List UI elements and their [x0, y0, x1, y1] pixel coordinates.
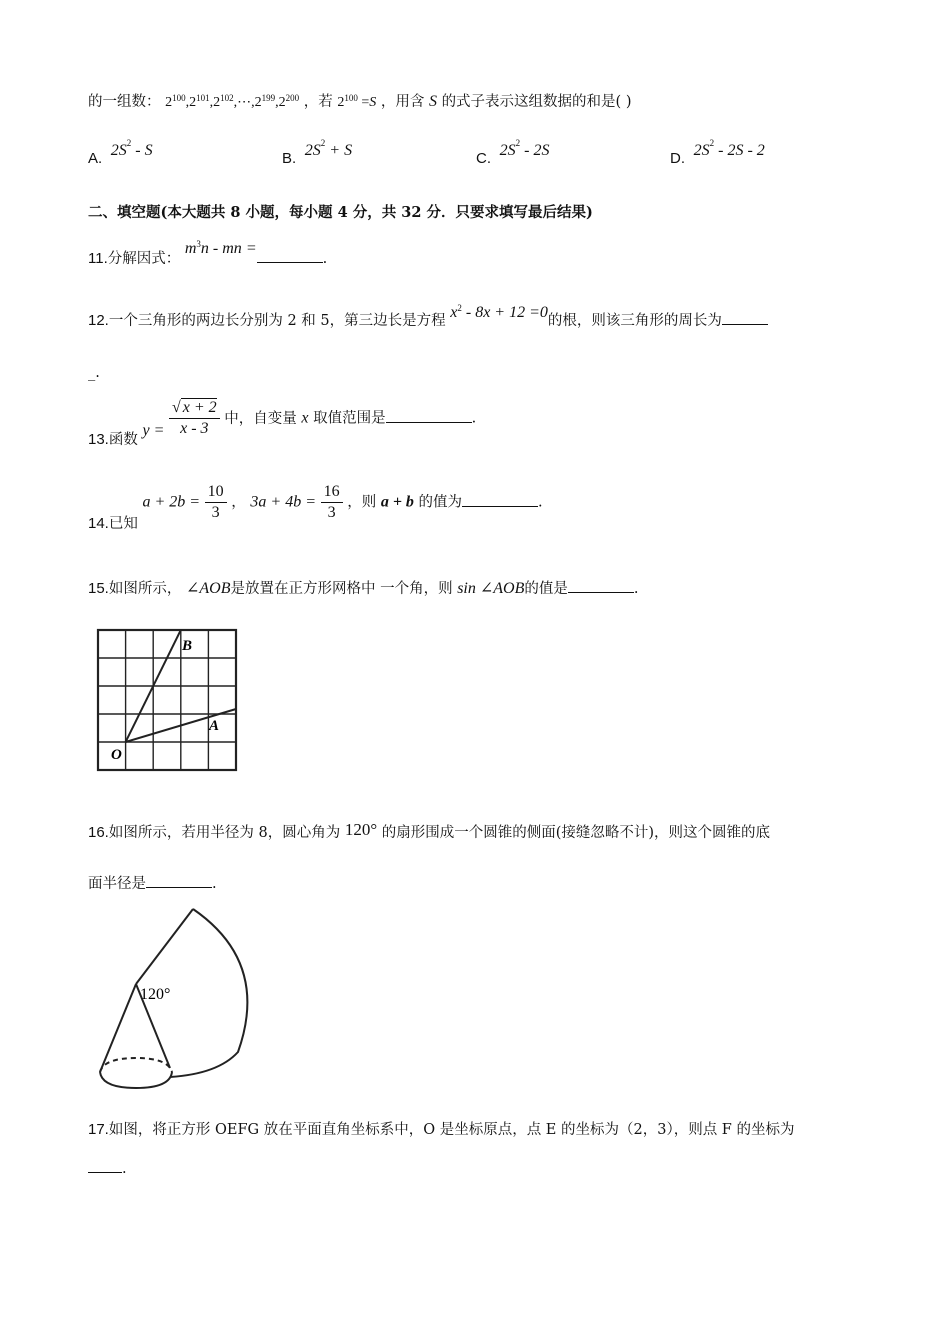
q12-text2: 的根，则该三角形的周长为 [547, 313, 722, 329]
q10-cond-pre: ，若 [303, 94, 333, 110]
q15-number: 15. [88, 580, 109, 597]
question-15 [88, 578, 639, 599]
q11-answer-blank[interactable] [257, 248, 323, 263]
option-c-label: C. [476, 150, 491, 167]
q14-ab: a + b [380, 493, 414, 511]
question-11 [88, 239, 328, 269]
q15-angle: ∠AOB [185, 580, 231, 597]
q14-number: 14. [88, 514, 109, 532]
q10-mid: ，用含 [380, 94, 425, 110]
option-a-expr: $2S^2$ - S [110, 138, 153, 159]
section-2-title: 二、填空题(本大题共 8 小题，每小题 4 分，共 32 分．只要求填写最后结果) [88, 204, 593, 221]
q15-text2: 是放置在正方形网格中 一个角，则 [230, 581, 453, 597]
question-16-line2 [88, 873, 217, 894]
point-o-label: O [111, 747, 122, 763]
q15-end: . [633, 581, 639, 597]
q13-var: x [301, 409, 309, 427]
question-16 [88, 822, 770, 843]
option-c-expr: $2S^2 - 2S$ [499, 138, 550, 159]
q13-text: 函数 [108, 431, 138, 448]
option-d-label: D. [670, 150, 685, 167]
q14-fraction-1 [205, 482, 227, 523]
q16-text2: 的扇形围成一个圆锥的侧面(接缝忽略不计)，则这个圆锥的底 [381, 825, 771, 841]
q10-suffix: 的式子表示这组数据的和是( ) [441, 94, 632, 110]
q17-end: . [122, 1161, 127, 1177]
option-c[interactable] [476, 138, 550, 167]
q16-line2-text: 面半径是 [88, 876, 146, 892]
question-10-stem [88, 92, 632, 113]
q13-text2: 中，自变量 [224, 410, 297, 427]
q10-prefix: 的一组数： [88, 94, 161, 110]
q16-degree: 120° [344, 820, 378, 839]
q14-f2-numerator: 16 [321, 482, 343, 503]
q15-grid-figure [94, 626, 240, 774]
q13-text3: 取值范围是 [313, 410, 386, 427]
question-12 [88, 303, 768, 331]
q14-eq2: 3a + 4b = [250, 493, 316, 511]
q15-text: 如图所示， [108, 581, 182, 597]
q15-answer-blank[interactable] [568, 578, 634, 593]
q14-answer-blank[interactable] [462, 492, 538, 507]
q13-end: . [471, 410, 477, 427]
q11-expr: $m^3n$ - mn = [184, 239, 257, 257]
q12-equation: $x^2 - 8x + 12 =0$ [450, 303, 548, 321]
q14-text2: ，则 [347, 494, 377, 511]
point-a-label: A [209, 718, 220, 734]
option-a-label: A. [88, 150, 103, 167]
q14-f2-denominator: 3 [327, 504, 336, 521]
q10-sequence: $2^{100},2^{101},2^{102},\cdots,2^{199},2^{200}$ [165, 93, 300, 110]
q11-number: 11. [88, 250, 108, 267]
q13-denominator: x - 3 [180, 420, 209, 437]
q16-angle-label: 120° [140, 986, 171, 1003]
q17-text: 如图，将正方形 OEFG 放在平面直角坐标系中，O 是坐标原点，点 E 的坐标为（2，3），则点 F 的坐标为 [108, 1122, 795, 1138]
q16-number: 16. [88, 824, 109, 841]
question-17-line2 [88, 1158, 127, 1179]
q14-text: 已知 [108, 515, 138, 532]
q11-end: . [322, 251, 328, 267]
question-13 [88, 398, 477, 448]
q15-text3: 的值是 [524, 581, 568, 597]
q13-numerator: x + 2 [182, 399, 217, 416]
q13-number: 13. [88, 430, 109, 448]
point-b-label: B [182, 638, 193, 654]
option-b-label: B. [282, 150, 297, 167]
q14-f1-numerator: 10 [205, 482, 227, 503]
q13-answer-blank[interactable] [386, 408, 472, 423]
q16-answer-blank[interactable] [146, 873, 212, 888]
q14-sep: ， [231, 494, 246, 511]
q14-fraction-2 [321, 482, 343, 523]
option-d-expr: $2S^2 - 2S - 2$ [693, 138, 765, 159]
q12-text: 一个三角形的两边长分别为 2 和 5，第三边长是方程 [108, 313, 446, 329]
q13-lhs: y = [142, 421, 165, 439]
q16-text: 如图所示，若用半径为 8，圆心角为 [108, 825, 341, 841]
q17-number: 17. [88, 1121, 109, 1138]
option-b-expr: $2S^2 + S$ [304, 138, 353, 159]
question-17 [88, 1120, 794, 1140]
q10-var: S [428, 93, 437, 110]
q17-answer-blank[interactable] [88, 1158, 122, 1173]
question-14 [88, 482, 543, 532]
q16-end: . [212, 876, 217, 892]
q11-text: 分解因式： [107, 251, 181, 267]
q12-continuation: _. [88, 365, 100, 381]
q15-sin: sin ∠AOB [457, 580, 525, 597]
q10-condition: $2^{100} =S$ [337, 93, 377, 110]
q14-eq1: a + 2b = [142, 493, 201, 511]
option-a[interactable] [88, 138, 153, 167]
q14-end: . [538, 494, 543, 511]
q16-cone-figure [90, 902, 250, 1092]
q13-fraction: $\frac{√ x + 2}{x - 3}$ [169, 398, 220, 439]
q14-f1-denominator: 3 [211, 504, 220, 521]
q12-answer-blank[interactable] [722, 310, 768, 325]
option-d[interactable] [670, 138, 765, 167]
option-b[interactable] [282, 138, 353, 167]
q14-text3: 的值为 [418, 494, 463, 511]
q12-number: 12. [88, 312, 109, 329]
